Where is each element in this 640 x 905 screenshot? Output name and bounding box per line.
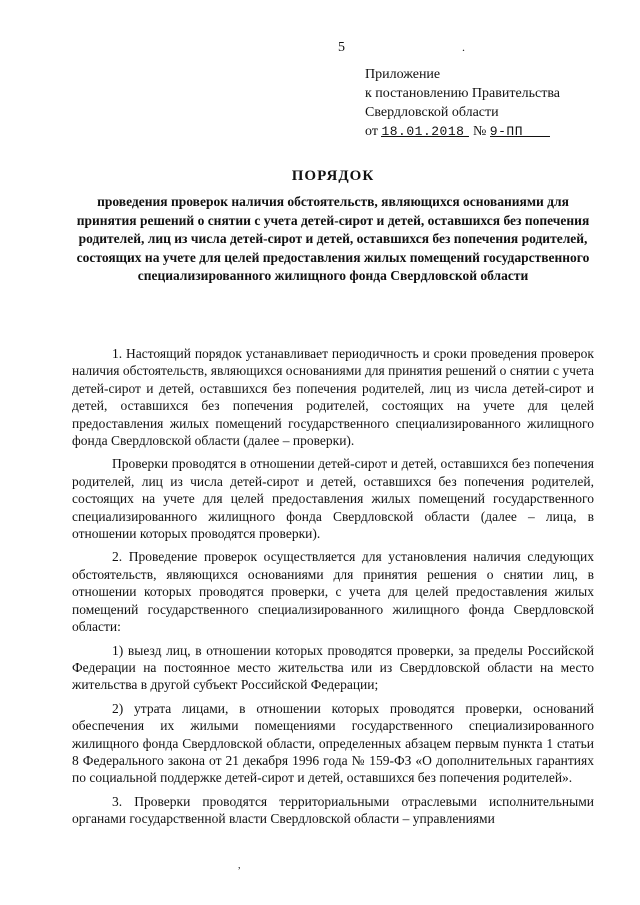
appendix-header bbox=[365, 65, 560, 141]
document-subtitle: проведения проверок наличия обстоятельств, являющихся основаниями для принятия решений о снятии с учета детей-сирот и детей, оставшихся без попечения родителей, лиц из числа детей-сирот и детей, оставшихся без попечения родителей, состоящих на учете для целей предоставления жилых помещений государственного специализированного жилищного фонда Свердловской области bbox=[76, 194, 590, 283]
appendix-line-2: к постановлению Правительства bbox=[365, 86, 561, 101]
appendix-number: 9-ПП bbox=[489, 124, 524, 139]
page-number: 5 bbox=[338, 40, 345, 55]
date-prefix: от bbox=[365, 124, 378, 139]
paragraph-4: 1) выезд лиц, в отношении которых проводятся проверки, за пределы Российской Федерации на постоянное место жительства или из Свердловской области на место жительства в другой субъект Российской Федерации; bbox=[72, 642, 594, 693]
number-prefix: № bbox=[472, 124, 487, 139]
paragraph-6: 3. Проверки проводятся территориальными отраслевыми исполнительными органами государственной власти Свердловской области – управлениями bbox=[72, 793, 594, 827]
paragraph-1: 1. Настоящий порядок устанавливает периодичность и сроки проведения проверок наличия обстоятельств, являющихся основаниями для принятия решений о снятии с учета детей-сирот и детей, оставшихся без попечения родителей, лиц из числа детей-сирот и детей, оставшихся без попечения родителей, состоящих на учете для целей предоставления жилых помещений государственного специализированного жилищного фонда Свердловской области (далее – проверки). bbox=[72, 346, 594, 449]
appendix-date-line bbox=[365, 122, 560, 141]
document-title-block bbox=[72, 168, 594, 286]
appendix-date: 18.01.2018 bbox=[381, 124, 465, 139]
document-title: ПОРЯДОК bbox=[291, 168, 375, 184]
appendix-line-1: Приложение bbox=[365, 67, 441, 82]
paragraph-2: Проверки проводятся в отношении детей-сирот и детей, оставшихся без попечения родителей, лиц из числа детей-сирот и детей, оставшихся без попечения родителей, состоящих на учете для целей предоставления жилых помещений государственного специализированного жилищного фонда Свердловской области (далее – лица, в отношении которых проводятся проверки). bbox=[72, 456, 594, 542]
scan-mark-bottom: , bbox=[238, 860, 241, 871]
document-body bbox=[72, 345, 594, 834]
appendix-line-3: Свердловской области bbox=[365, 105, 499, 120]
paragraph-3: 2. Проведение проверок осуществляется для установления наличия следующих обстоятельств, являющихся основаниями для принятия решения о снятии лиц, в отношении которых проводятся проверки, с учета для целей предоставления жилых помещений государственного специализированного жилищного фонда Свердловской области: bbox=[72, 549, 594, 635]
scan-mark: . bbox=[462, 40, 465, 54]
paragraph-5: 2) утрата лицами, в отношении которых проводятся проверки, оснований обеспечения их жилыми помещениями государственного специализированного жилищного фонда Свердловской области, определенных абзацем первым пункта 1 статьи 8 Федерального закона от 21 декабря 1996 года № 159-ФЗ «О дополнительных гарантиях по социальной поддержке детей-сирот и детей, оставшихся без попечения родителей». bbox=[72, 700, 594, 786]
